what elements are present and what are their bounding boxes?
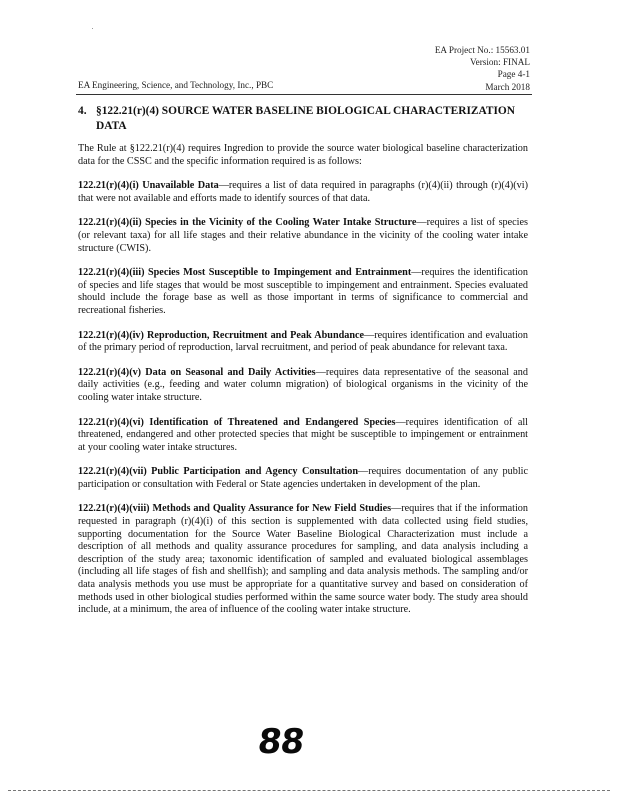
paragraph-threatened-endangered (78, 417, 528, 455)
scan-speck (92, 28, 93, 29)
version-label: Version: FINAL (470, 57, 530, 68)
project-number: EA Project No.: 15563.01 (434, 45, 530, 55)
paragraph-text: —requires identification and evaluation of the primary period of reproduction, larval recruitment, and period of peak abundance for relevant taxa. (78, 329, 528, 354)
paragraph-lead: 122.21(r)(4)(vi) Identification of Threatened and Endangered Species (78, 416, 396, 428)
paragraph-text: —requires the identification of species and life stages that would be most susceptible to impingement and entrainment. Species evaluated should include the forage base as well as those important in terms of significance to commercial and recreational fisheries. (78, 267, 528, 316)
paragraph-lead: 122.21(r)(4)(viii) Methods and Quality Assurance for New Field Studies (78, 503, 392, 515)
paragraph-lead: 122.21(r)(4)(vii) Public Participation and Agency Consultation (78, 466, 359, 478)
paragraph-species-susceptible (78, 267, 528, 317)
company-name: EA Engineering, Science, and Technology, Inc., PBC (78, 80, 274, 90)
paragraph-public-participation (78, 466, 528, 491)
paragraph-lead: 122.21(r)(4)(iii) Species Most Susceptible to Impingement and Entrainment (78, 267, 412, 279)
intro-paragraph: The Rule at §122.21(r)(4) requires Ingredion to provide the source water biological baseline characterization data for the CSSC and the specific information required is as follows: (78, 143, 528, 167)
paragraph-text: —requires that if the information requested in paragraph (r)(4)(i) of this section is supplemented with data collected using field studies, supporting documentation for the Source Water Baseline Biological Characterization must include a description of all methods and quality assurance procedures for sampling, and data analysis including a description of the study area; taxonomic identification of sampled and evaluated biological assemblages (including all life stages of fish and shellfish); and sampling and data analysis methods. The sampling and/or data analysis methods you use must be appropriate for a quantitative survey and based on consideration of methods used in other biological studies performed within the same source water body. The study area should include, at a minimum, the area of influence of the cooling water intake structure. (78, 503, 528, 616)
paragraph-unavailable-data (78, 180, 528, 205)
header-right-block (435, 44, 530, 93)
paragraph-text: —requires a list of species (or relevant taxa) for all life stages and their relative abundance in the vicinity of the cooling water intake structure (CWIS). (78, 217, 528, 254)
paragraph-species-vicinity (78, 217, 528, 255)
header-divider (76, 94, 532, 95)
paragraph-methods-qa (78, 503, 528, 616)
document-date: March 2018 (485, 81, 530, 92)
paragraph-lead: 122.21(r)(4)(i) Unavailable Data (78, 180, 219, 192)
page-number: Page 4-1 (497, 69, 530, 80)
paragraph-text: —requires identification of all threatened, endangered and other protected species that might be susceptible to impingement or entrainment at your cooling water intake structures. (78, 416, 529, 453)
paragraph-lead: 122.21(r)(4)(ii) Species in the Vicinity of the Cooling Water Intake Structure (78, 217, 417, 229)
scan-bottom-edge (8, 790, 610, 791)
paragraph-text: —requires a list of data required in paragraphs (r)(4)(ii) through (r)(4)(vi) that were not available and efforts made to identify sources of that data. (78, 180, 528, 204)
paragraph-seasonal-daily (78, 367, 528, 405)
section-title: §122.21(r)(4) SOURCE WATER BASELINE BIOLOGICAL CHARACTERIZATION DATA (96, 105, 515, 132)
paragraph-reproduction (78, 330, 528, 355)
paragraph-text: —requires documentation of any public participation or consultation with Federal or State agencies undertaken in development of the plan. (78, 466, 529, 490)
handwritten-page-number: 88 (255, 722, 307, 762)
paragraph-text: —requires data representative of the seasonal and daily activities (e.g., feeding and water column migration) of biological organisms in the vicinity of the cooling water intake structure. (78, 366, 528, 403)
section-number: 4. (78, 105, 87, 117)
paragraph-lead: 122.21(r)(4)(v) Data on Seasonal and Daily Activities (78, 366, 316, 378)
paragraph-lead: 122.21(r)(4)(iv) Reproduction, Recruitment and Peak Abundance (78, 329, 365, 341)
section-heading (78, 104, 528, 133)
main-content (78, 104, 528, 629)
